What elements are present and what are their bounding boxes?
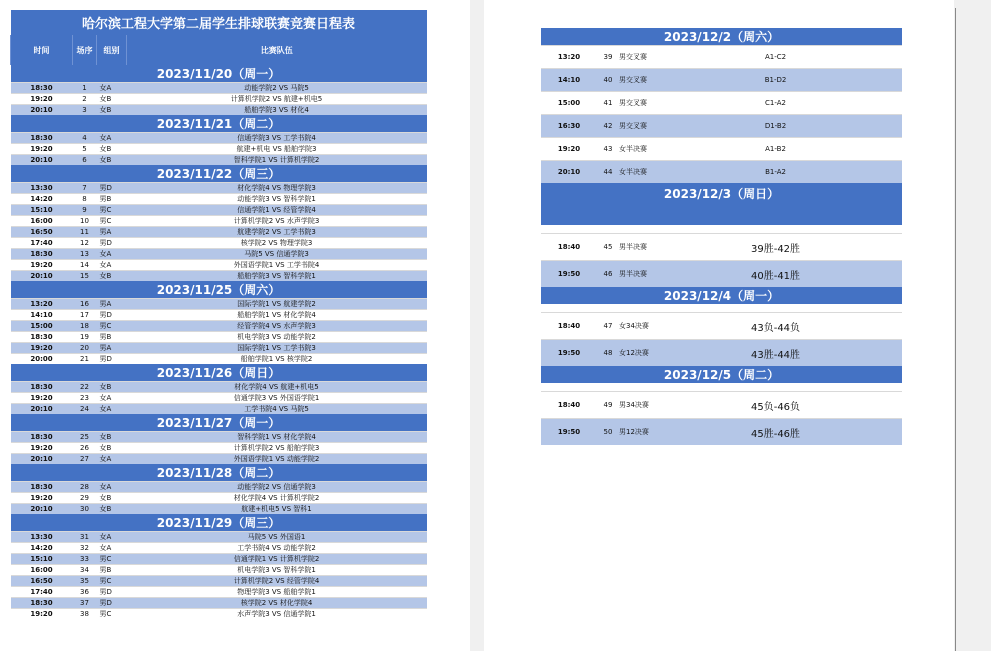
match-group: 女半决赛 xyxy=(619,138,649,161)
match-no: 41 xyxy=(597,92,619,115)
match-group: 女12决赛 xyxy=(619,340,649,367)
match-no: 10 xyxy=(73,216,97,227)
match-group: 女A xyxy=(97,133,127,144)
match-time: 13:30 xyxy=(11,183,73,194)
match-row xyxy=(11,238,427,249)
match-time: 20:10 xyxy=(11,155,73,166)
match-time: 18:40 xyxy=(541,313,597,340)
match-teams: 船舶学院3 VS 智科学院1 xyxy=(127,271,427,282)
match-group: 女B xyxy=(97,382,127,393)
header-group: 组别 xyxy=(97,35,127,65)
match-teams: D1-B2 xyxy=(649,115,902,138)
match-group: 男C xyxy=(97,205,127,216)
match-row xyxy=(11,144,427,155)
match-time: 19:20 xyxy=(11,609,73,620)
match-group: 男A xyxy=(97,227,127,238)
page-edge-line xyxy=(955,8,956,651)
day-header-row xyxy=(11,165,427,183)
match-row xyxy=(11,432,427,443)
match-teams: 信通学院1 VS 计算机学院2 xyxy=(127,554,427,565)
match-group: 女B xyxy=(97,493,127,504)
match-no: 38 xyxy=(73,609,97,620)
match-group: 男半决赛 xyxy=(619,261,649,288)
match-time: 20:10 xyxy=(11,105,73,116)
match-time: 19:50 xyxy=(541,340,597,367)
match-no: 47 xyxy=(597,313,619,340)
match-no: 37 xyxy=(73,598,97,609)
match-row xyxy=(11,216,427,227)
match-group: 男交叉赛 xyxy=(619,46,649,69)
match-row xyxy=(541,46,902,69)
match-group: 女B xyxy=(97,271,127,282)
match-row xyxy=(11,532,427,543)
match-group: 男D xyxy=(97,598,127,609)
match-group: 男交叉赛 xyxy=(619,69,649,92)
match-time: 20:10 xyxy=(11,454,73,465)
match-time: 20:10 xyxy=(541,161,597,184)
match-no: 14 xyxy=(73,260,97,271)
match-teams: 信通学院3 VS 工学书院4 xyxy=(127,133,427,144)
match-time: 18:30 xyxy=(11,382,73,393)
match-group: 男D xyxy=(97,183,127,194)
match-group: 男D xyxy=(97,310,127,321)
match-no: 36 xyxy=(73,587,97,598)
day-header: 2023/11/27（周一） xyxy=(11,414,427,432)
match-teams: 机电学院3 VS 智科学院1 xyxy=(127,565,427,576)
day-header: 2023/11/21（周二） xyxy=(11,115,427,133)
match-time: 20:10 xyxy=(11,404,73,415)
match-group: 女半决赛 xyxy=(619,161,649,184)
match-no: 50 xyxy=(597,419,619,446)
title-row xyxy=(11,10,427,35)
match-group: 男交叉赛 xyxy=(619,92,649,115)
match-time: 20:00 xyxy=(11,354,73,365)
match-no: 29 xyxy=(73,493,97,504)
match-no: 40 xyxy=(597,69,619,92)
match-row xyxy=(11,565,427,576)
match-time: 18:30 xyxy=(11,332,73,343)
match-row xyxy=(541,261,902,288)
match-row xyxy=(11,260,427,271)
match-teams: 水声学院3 VS 信通学院1 xyxy=(127,609,427,620)
match-no: 49 xyxy=(597,392,619,419)
match-time: 15:10 xyxy=(11,205,73,216)
match-time: 17:40 xyxy=(11,238,73,249)
match-row xyxy=(11,249,427,260)
match-no: 21 xyxy=(73,354,97,365)
match-no: 26 xyxy=(73,443,97,454)
match-no: 28 xyxy=(73,482,97,493)
match-no: 7 xyxy=(73,183,97,194)
match-no: 42 xyxy=(597,115,619,138)
match-row xyxy=(11,205,427,216)
match-time: 19:20 xyxy=(11,443,73,454)
day-header: 2023/12/3（周日） xyxy=(541,183,902,225)
match-time: 19:20 xyxy=(11,393,73,404)
match-group: 女A xyxy=(97,532,127,543)
match-no: 27 xyxy=(73,454,97,465)
match-time: 19:20 xyxy=(11,144,73,155)
match-group: 男C xyxy=(97,576,127,587)
match-row xyxy=(11,299,427,310)
match-no: 12 xyxy=(73,238,97,249)
day-header: 2023/12/2（周六） xyxy=(541,28,902,46)
match-no: 1 xyxy=(73,83,97,94)
match-group: 女A xyxy=(97,249,127,260)
match-time: 13:20 xyxy=(11,299,73,310)
match-teams: 智科学院1 VS 材化学院4 xyxy=(127,432,427,443)
match-time: 15:00 xyxy=(11,321,73,332)
match-teams: B1-D2 xyxy=(649,69,902,92)
match-row xyxy=(11,587,427,598)
match-time: 14:10 xyxy=(541,69,597,92)
schedule-table-left xyxy=(10,10,427,619)
match-row xyxy=(541,392,902,419)
spacer-cell xyxy=(541,225,902,234)
match-no: 24 xyxy=(73,404,97,415)
match-group: 女A xyxy=(97,543,127,554)
match-group: 女A xyxy=(97,454,127,465)
day-header: 2023/12/5（周二） xyxy=(541,366,902,383)
match-group: 女B xyxy=(97,443,127,454)
match-row xyxy=(11,343,427,354)
match-time: 18:30 xyxy=(11,249,73,260)
match-no: 3 xyxy=(73,105,97,116)
match-group: 男C xyxy=(97,321,127,332)
spacer-row xyxy=(541,225,902,234)
match-group: 女B xyxy=(97,94,127,105)
match-no: 9 xyxy=(73,205,97,216)
match-no: 4 xyxy=(73,133,97,144)
match-no: 23 xyxy=(73,393,97,404)
match-time: 18:30 xyxy=(11,482,73,493)
match-row xyxy=(541,419,902,446)
match-row xyxy=(541,340,902,367)
match-row xyxy=(11,271,427,282)
match-teams: 材化学院4 VS 计算机学院2 xyxy=(127,493,427,504)
day-header-row xyxy=(541,28,902,46)
match-row xyxy=(11,155,427,166)
header-teams: 比赛队伍 xyxy=(127,35,427,65)
match-no: 39 xyxy=(597,46,619,69)
match-time: 18:30 xyxy=(11,432,73,443)
match-row xyxy=(11,598,427,609)
match-time: 16:30 xyxy=(541,115,597,138)
match-time: 13:30 xyxy=(11,532,73,543)
match-group: 女B xyxy=(97,504,127,515)
match-no: 46 xyxy=(597,261,619,288)
match-row xyxy=(541,138,902,161)
match-no: 20 xyxy=(73,343,97,354)
match-row xyxy=(11,493,427,504)
match-group: 男B xyxy=(97,194,127,205)
match-no: 11 xyxy=(73,227,97,238)
match-row xyxy=(11,404,427,415)
match-row xyxy=(541,115,902,138)
match-no: 31 xyxy=(73,532,97,543)
match-group: 男D xyxy=(97,354,127,365)
match-row xyxy=(11,393,427,404)
day-header-row xyxy=(11,281,427,299)
match-teams: 动能学院2 VS 信通学院3 xyxy=(127,482,427,493)
match-group: 男D xyxy=(97,587,127,598)
match-time: 19:20 xyxy=(11,260,73,271)
day-header-row xyxy=(11,115,427,133)
match-teams: 船舶学院1 VS 核学院2 xyxy=(127,354,427,365)
match-teams: 动能学院3 VS 智科学院1 xyxy=(127,194,427,205)
match-time: 15:10 xyxy=(11,554,73,565)
match-teams: 计算机学院2 VS 水声学院3 xyxy=(127,216,427,227)
page-right xyxy=(484,0,954,651)
match-group: 男C xyxy=(97,216,127,227)
match-no: 44 xyxy=(597,161,619,184)
match-time: 19:20 xyxy=(11,94,73,105)
match-time: 18:40 xyxy=(541,234,597,261)
match-no: 13 xyxy=(73,249,97,260)
match-teams: 45胜-46胜 xyxy=(649,419,902,446)
match-time: 16:00 xyxy=(11,216,73,227)
match-no: 32 xyxy=(73,543,97,554)
day-header-row xyxy=(541,366,902,383)
match-time: 19:50 xyxy=(541,261,597,288)
match-group: 男交叉赛 xyxy=(619,115,649,138)
match-row xyxy=(541,92,902,115)
match-no: 17 xyxy=(73,310,97,321)
day-header-row xyxy=(11,364,427,382)
match-group: 男半决赛 xyxy=(619,234,649,261)
match-row xyxy=(11,183,427,194)
match-no: 43 xyxy=(597,138,619,161)
match-time: 14:20 xyxy=(11,543,73,554)
match-time: 17:40 xyxy=(11,587,73,598)
match-row xyxy=(11,382,427,393)
match-no: 30 xyxy=(73,504,97,515)
match-teams: 国际学院1 VS 航建学院2 xyxy=(127,299,427,310)
match-row xyxy=(11,354,427,365)
match-teams: 机电学院3 VS 动能学院2 xyxy=(127,332,427,343)
match-row xyxy=(11,576,427,587)
match-group: 男B xyxy=(97,565,127,576)
day-header-row xyxy=(541,287,902,304)
day-header-row xyxy=(11,414,427,432)
match-time: 19:20 xyxy=(541,138,597,161)
match-group: 女A xyxy=(97,260,127,271)
match-group: 男A xyxy=(97,299,127,310)
header-row xyxy=(11,35,427,65)
page-left xyxy=(0,0,470,651)
match-no: 45 xyxy=(597,234,619,261)
match-no: 48 xyxy=(597,340,619,367)
match-teams: 核学院2 VS 物理学院3 xyxy=(127,238,427,249)
header-time: 时间 xyxy=(11,35,73,65)
match-row xyxy=(11,332,427,343)
match-teams: 外国语学院1 VS 动能学院2 xyxy=(127,454,427,465)
match-time: 16:50 xyxy=(11,227,73,238)
match-row xyxy=(11,543,427,554)
spacer-cell xyxy=(541,383,902,392)
match-teams: 43胜-44胜 xyxy=(649,340,902,367)
match-group: 男12决赛 xyxy=(619,419,649,446)
day-header-row xyxy=(541,183,902,225)
match-teams: 航建+机电 VS 船舶学院3 xyxy=(127,144,427,155)
match-teams: 航建学院2 VS 工学书院3 xyxy=(127,227,427,238)
match-teams: 物理学院3 VS 船舶学院1 xyxy=(127,587,427,598)
match-teams: 动能学院2 VS 马院5 xyxy=(127,83,427,94)
match-group: 女B xyxy=(97,144,127,155)
match-teams: 信通学院3 VS 外国语学院1 xyxy=(127,393,427,404)
match-no: 5 xyxy=(73,144,97,155)
match-row xyxy=(11,105,427,116)
match-teams: 计算机学院2 VS 经管学院4 xyxy=(127,576,427,587)
match-group: 女B xyxy=(97,105,127,116)
match-row xyxy=(11,321,427,332)
match-time: 13:20 xyxy=(541,46,597,69)
spacer-cell xyxy=(541,304,902,313)
match-teams: 航建+机电5 VS 智科1 xyxy=(127,504,427,515)
match-row xyxy=(541,234,902,261)
page-title: 哈尔滨工程大学第二届学生排球联赛竞赛日程表 xyxy=(11,10,427,35)
match-group: 男B xyxy=(97,332,127,343)
match-no: 34 xyxy=(73,565,97,576)
match-teams: 船舶学院3 VS 材化4 xyxy=(127,105,427,116)
match-row xyxy=(541,161,902,184)
match-row xyxy=(11,194,427,205)
day-header: 2023/12/4（周一） xyxy=(541,287,902,304)
match-group: 女A xyxy=(97,393,127,404)
day-header: 2023/11/26（周日） xyxy=(11,364,427,382)
match-row xyxy=(11,454,427,465)
match-row xyxy=(11,609,427,620)
match-row xyxy=(11,94,427,105)
match-no: 22 xyxy=(73,382,97,393)
match-group: 男A xyxy=(97,343,127,354)
day-header: 2023/11/29（周三） xyxy=(11,514,427,532)
match-teams: C1-A2 xyxy=(649,92,902,115)
match-group: 女34决赛 xyxy=(619,313,649,340)
match-no: 2 xyxy=(73,94,97,105)
match-teams: B1-A2 xyxy=(649,161,902,184)
match-row xyxy=(541,313,902,340)
match-no: 6 xyxy=(73,155,97,166)
match-no: 33 xyxy=(73,554,97,565)
match-teams: 信通学院1 VS 经管学院4 xyxy=(127,205,427,216)
match-teams: 船舶学院1 VS 材化学院4 xyxy=(127,310,427,321)
match-teams: 核学院2 VS 材化学院4 xyxy=(127,598,427,609)
match-teams: 计算机学院2 VS 航建+机电5 xyxy=(127,94,427,105)
match-teams: A1-B2 xyxy=(649,138,902,161)
match-group: 女B xyxy=(97,155,127,166)
match-row xyxy=(11,133,427,144)
match-teams: 外国语学院1 VS 工学书院4 xyxy=(127,260,427,271)
match-group: 男D xyxy=(97,238,127,249)
match-teams: 工学书院4 VS 马院5 xyxy=(127,404,427,415)
match-teams: A1-C2 xyxy=(649,46,902,69)
match-teams: 45负-46负 xyxy=(649,392,902,419)
match-time: 19:20 xyxy=(11,343,73,354)
match-teams: 材化学院4 VS 航建+机电5 xyxy=(127,382,427,393)
match-row xyxy=(11,443,427,454)
match-teams: 工学书院4 VS 动能学院2 xyxy=(127,543,427,554)
match-teams: 马院5 VS 信通学院3 xyxy=(127,249,427,260)
match-no: 18 xyxy=(73,321,97,332)
match-group: 男C xyxy=(97,554,127,565)
spacer-row xyxy=(541,383,902,392)
match-time: 14:20 xyxy=(11,194,73,205)
match-time: 19:50 xyxy=(541,419,597,446)
match-time: 18:30 xyxy=(11,598,73,609)
schedule-table-right xyxy=(541,28,902,445)
day-header-row xyxy=(11,65,427,83)
match-group: 女A xyxy=(97,404,127,415)
day-header: 2023/11/20（周一） xyxy=(11,65,427,83)
match-time: 15:00 xyxy=(541,92,597,115)
day-header: 2023/11/25（周六） xyxy=(11,281,427,299)
match-row xyxy=(11,504,427,515)
day-header: 2023/11/28（周二） xyxy=(11,464,427,482)
header-venue: 场序 xyxy=(73,35,97,65)
match-teams: 国际学院1 VS 工学书院3 xyxy=(127,343,427,354)
day-header-row xyxy=(11,464,427,482)
match-group: 男C xyxy=(97,609,127,620)
match-time: 20:10 xyxy=(11,504,73,515)
match-no: 25 xyxy=(73,432,97,443)
spacer-row xyxy=(541,304,902,313)
match-teams: 39胜-42胜 xyxy=(649,234,902,261)
match-row xyxy=(11,310,427,321)
day-header-row xyxy=(11,514,427,532)
match-row xyxy=(11,83,427,94)
match-row xyxy=(11,554,427,565)
match-time: 16:00 xyxy=(11,565,73,576)
match-time: 18:30 xyxy=(11,133,73,144)
match-time: 20:10 xyxy=(11,271,73,282)
match-teams: 43负-44负 xyxy=(649,313,902,340)
match-teams: 马院5 VS 外国语1 xyxy=(127,532,427,543)
match-no: 15 xyxy=(73,271,97,282)
match-no: 35 xyxy=(73,576,97,587)
match-no: 8 xyxy=(73,194,97,205)
match-teams: 智科学院1 VS 计算机学院2 xyxy=(127,155,427,166)
match-group: 男34决赛 xyxy=(619,392,649,419)
match-time: 18:40 xyxy=(541,392,597,419)
match-time: 14:10 xyxy=(11,310,73,321)
match-row xyxy=(11,482,427,493)
match-no: 19 xyxy=(73,332,97,343)
day-header: 2023/11/22（周三） xyxy=(11,165,427,183)
match-group: 女A xyxy=(97,482,127,493)
match-row xyxy=(541,69,902,92)
match-teams: 经管学院4 VS 水声学院3 xyxy=(127,321,427,332)
match-time: 18:30 xyxy=(11,83,73,94)
match-time: 16:50 xyxy=(11,576,73,587)
match-teams: 计算机学院2 VS 船舶学院3 xyxy=(127,443,427,454)
match-teams: 材化学院4 VS 物理学院3 xyxy=(127,183,427,194)
match-group: 女A xyxy=(97,83,127,94)
match-teams: 40胜-41胜 xyxy=(649,261,902,288)
match-group: 女B xyxy=(97,432,127,443)
match-row xyxy=(11,227,427,238)
match-no: 16 xyxy=(73,299,97,310)
match-time: 19:20 xyxy=(11,493,73,504)
